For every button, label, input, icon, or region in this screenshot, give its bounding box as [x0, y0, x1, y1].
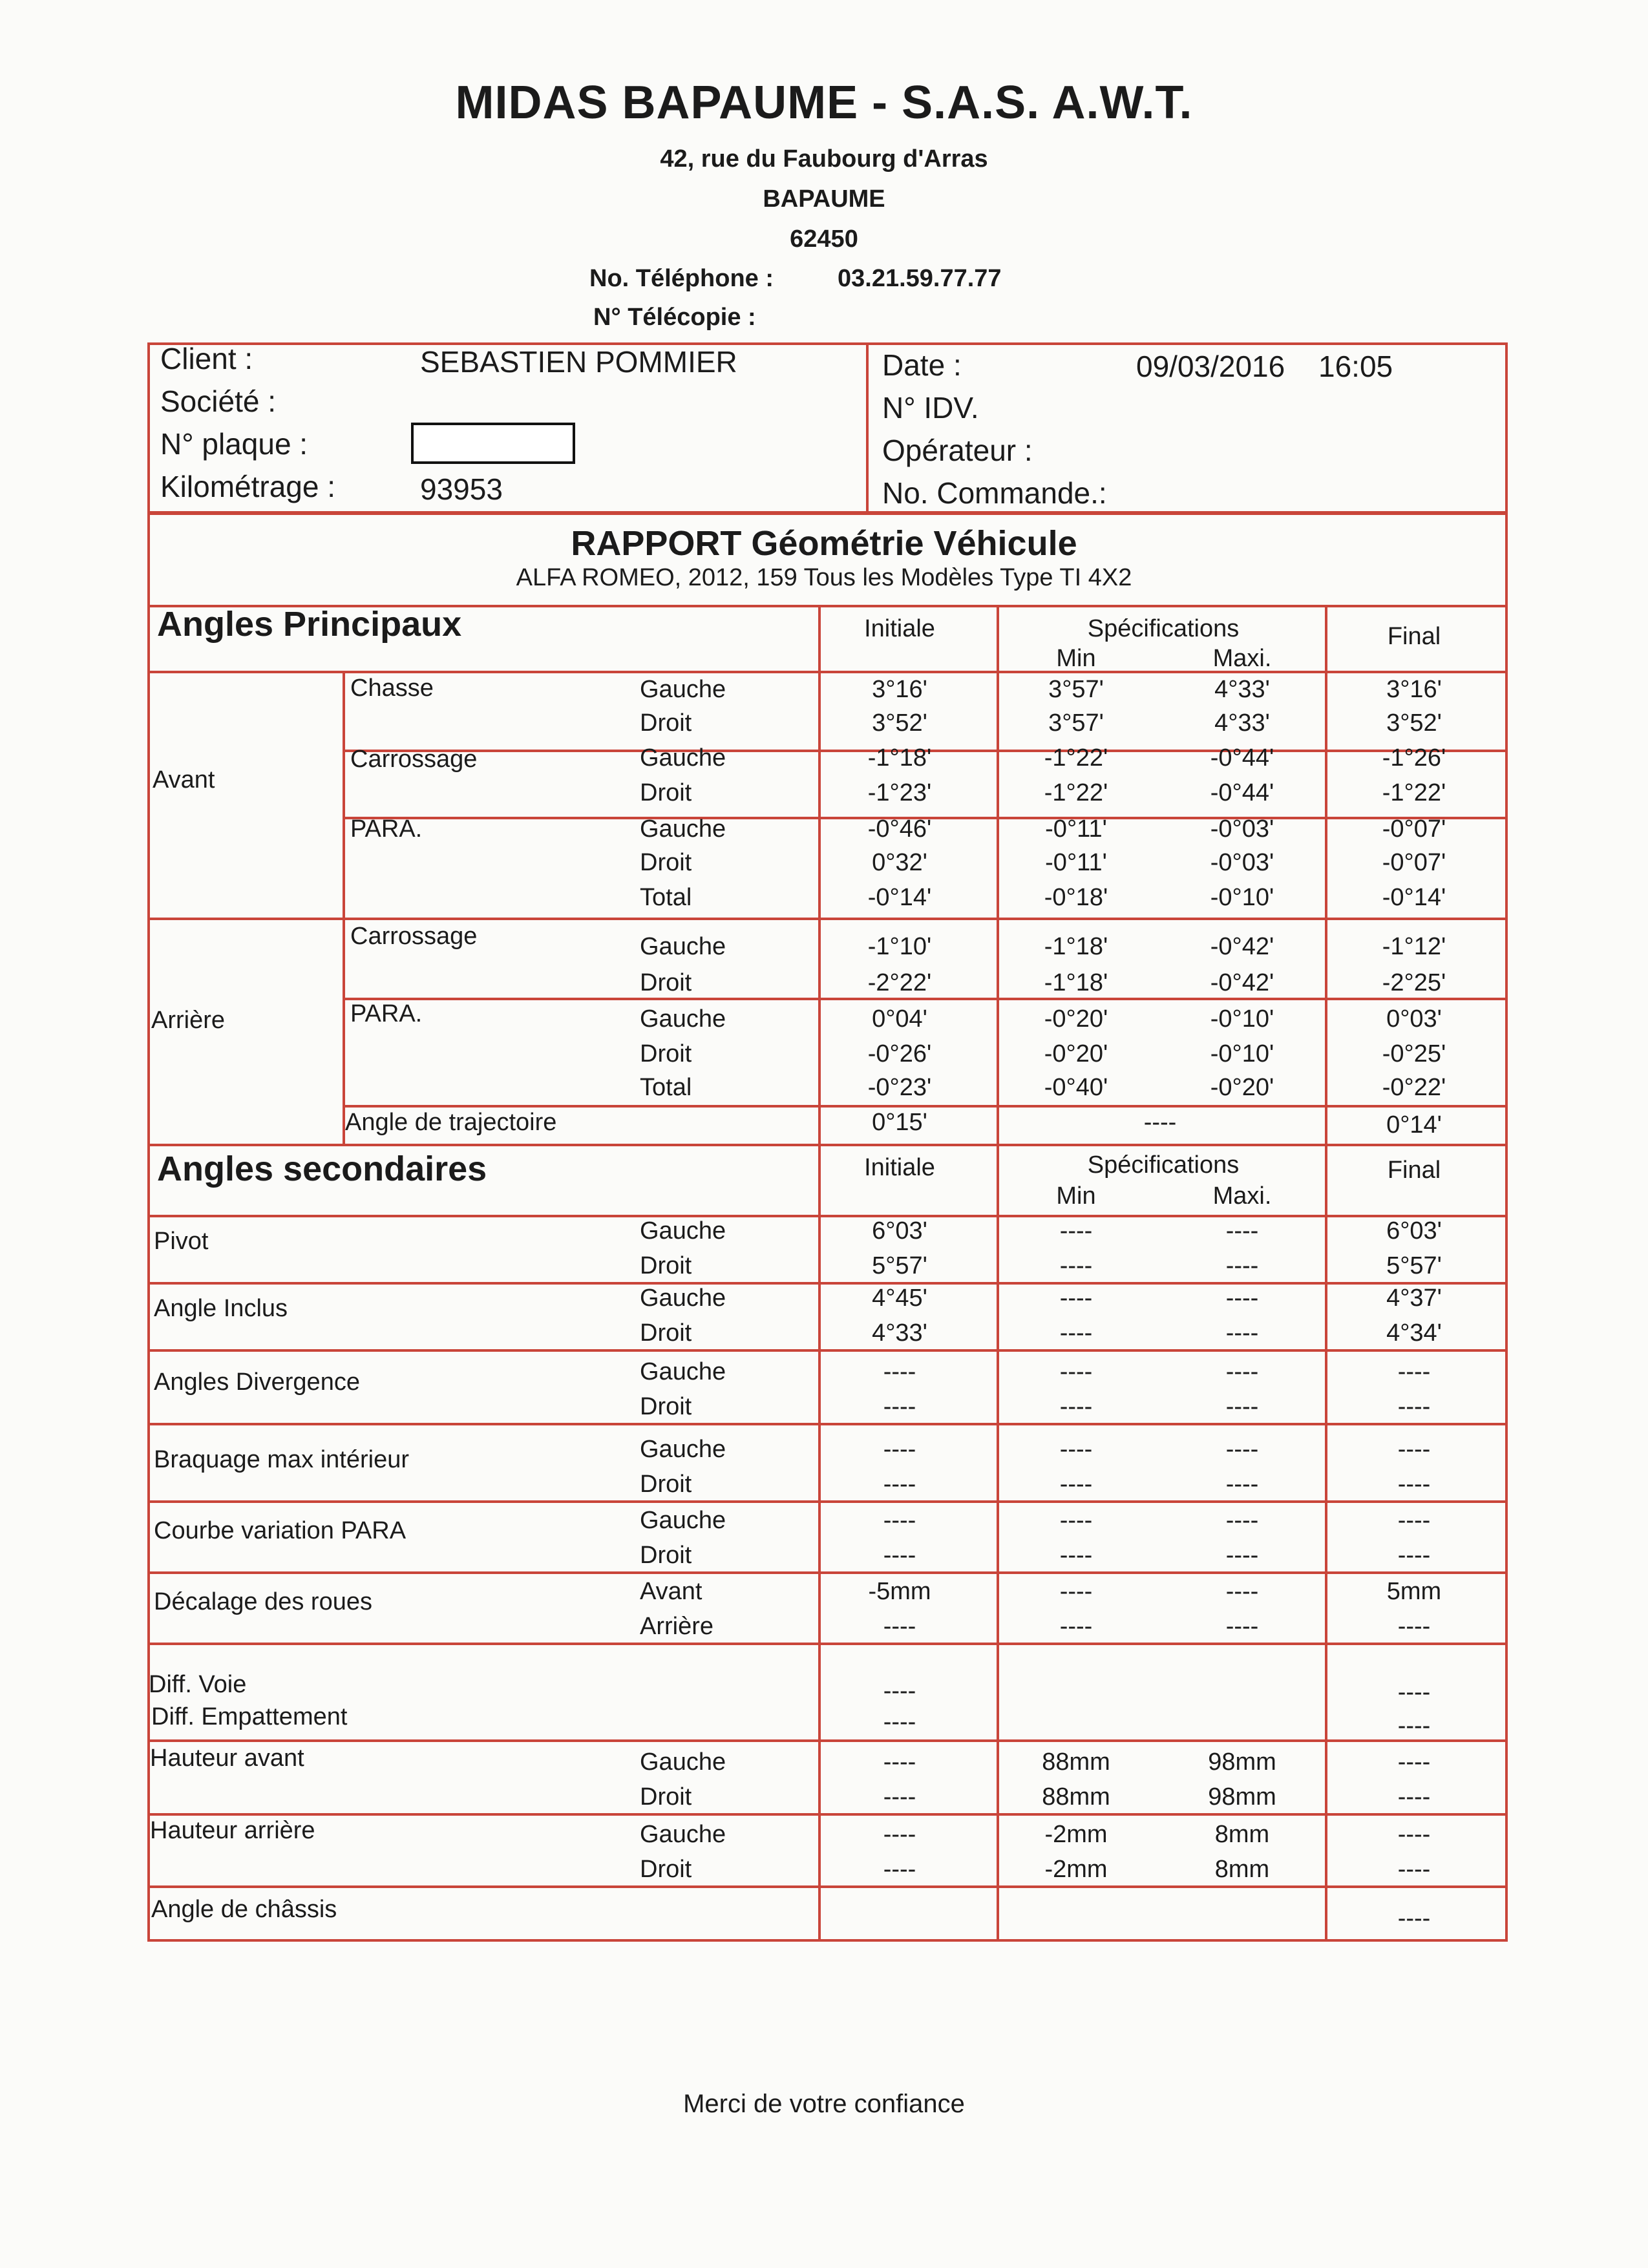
principal-row-5-initiale: 0°32' [872, 849, 927, 876]
secondary-group-divider [147, 1643, 1508, 1645]
col-final-header: Final [1387, 623, 1441, 650]
tel-value: 03.21.59.77.77 [838, 265, 1002, 292]
col-min-header: Min [1056, 645, 1096, 672]
secondary-group-1-row-0-final: 4°37' [1386, 1285, 1442, 1312]
trajectoire-final: 0°14' [1386, 1111, 1442, 1139]
secondary-group-3-row-1-min: ---- [1059, 1471, 1093, 1498]
principal-row-0-initiale: 3°16' [872, 676, 927, 703]
client-label: Client : [160, 342, 253, 375]
principal-row-8-min: -1°18' [1044, 969, 1108, 996]
secondary-group-divider [147, 1423, 1508, 1425]
principal-row-0-maxi: 4°33' [1214, 676, 1270, 703]
principal-row-11-final: -0°22' [1382, 1074, 1446, 1101]
principal-subgroup-1: Carrossage [350, 746, 478, 773]
height-group-0-row-1-maxi: 98mm [1208, 1783, 1276, 1811]
secondary-group-1-row-0-maxi: ---- [1225, 1285, 1259, 1312]
secondary-group-1-row-1-initiale: 4°33' [872, 1319, 927, 1347]
secondary-group-3-row-1-maxi: ---- [1225, 1471, 1259, 1498]
principal-row-9-maxi: -0°10' [1210, 1005, 1274, 1033]
operateur-label: Opérateur : [882, 434, 1033, 467]
principal-row-10-min: -0°20' [1044, 1040, 1108, 1067]
subgroup-divider [343, 918, 1508, 920]
principal-row-2-initiale: -1°18' [867, 744, 932, 772]
secondary-group-5-row-0-final: 5mm [1386, 1578, 1442, 1605]
col-maxi-header: Maxi. [1212, 645, 1272, 672]
secondary-group-divider [147, 1571, 1508, 1574]
height-group-divider [147, 1885, 1508, 1888]
secondary-group-1-row-0-initiale: 4°45' [872, 1285, 927, 1312]
company-street: 42, rue du Faubourg d'Arras [660, 145, 988, 173]
secondary-group-4-row-0-maxi: ---- [1225, 1507, 1259, 1534]
height-group-1-row-0-maxi: 8mm [1214, 1821, 1270, 1848]
principal-row-5-final: -0°07' [1382, 849, 1446, 876]
secondary-group-4-row-0-side: Gauche [640, 1507, 726, 1534]
height-group-0-row-1-min: 88mm [1042, 1783, 1110, 1811]
sec-col-maxi-header: Maxi. [1212, 1182, 1272, 1210]
principal-row-6-min: -0°18' [1044, 884, 1108, 911]
secondary-group-1-label: Angle Inclus [154, 1295, 288, 1322]
trajectoire-spec: ---- [1143, 1109, 1177, 1136]
principal-row-0-min: 3°57' [1048, 676, 1104, 703]
principal-row-2-side: Gauche [640, 744, 726, 772]
principal-row-10-initiale: -0°26' [867, 1040, 932, 1067]
height-group-1-row-1-maxi: 8mm [1214, 1856, 1270, 1883]
secondary-group-0-row-0-initiale: 6°03' [872, 1217, 927, 1244]
secondary-group-0-row-0-final: 6°03' [1386, 1217, 1442, 1244]
secondary-group-3-row-0-min: ---- [1059, 1436, 1093, 1463]
principal-row-1-initiale: 3°52' [872, 709, 927, 737]
secondary-group-5-row-0-maxi: ---- [1225, 1578, 1259, 1605]
principal-row-4-min: -0°11' [1045, 815, 1107, 843]
principal-row-8-initiale: -2°22' [867, 969, 932, 996]
principal-row-9-min: -0°20' [1044, 1005, 1108, 1033]
secondary-group-4-row-1-initiale: ---- [883, 1542, 916, 1569]
principal-row-2-maxi: -0°44' [1210, 744, 1274, 772]
principal-row-5-maxi: -0°03' [1210, 849, 1274, 876]
company-city: BAPAUME [763, 185, 885, 213]
principal-row-10-side: Droit [640, 1040, 692, 1067]
secondary-group-4-row-1-final: ---- [1397, 1542, 1431, 1569]
idv-label: N° IDV. [882, 391, 979, 425]
secondary-group-3-label: Braquage max intérieur [154, 1446, 409, 1473]
secondary-group-0-row-1-final: 5°57' [1386, 1252, 1442, 1279]
secondary-group-1-row-1-side: Droit [640, 1319, 692, 1347]
secondary-section-title: Angles secondaires [157, 1150, 487, 1188]
principal-row-2-min: -1°22' [1044, 744, 1108, 772]
km-value: 93953 [420, 472, 503, 506]
height-group-0-row-0-final: ---- [1397, 1748, 1431, 1776]
secondary-group-1-row-1-min: ---- [1059, 1319, 1093, 1347]
principal-end-divider [147, 1144, 1508, 1146]
height-group-1-row-1-final: ---- [1397, 1856, 1431, 1883]
secondary-group-2-row-0-side: Gauche [640, 1358, 726, 1385]
client-value: SEBASTIEN POMMIER [420, 345, 737, 379]
group-divider [147, 918, 343, 920]
secondary-group-5-row-0-min: ---- [1059, 1578, 1093, 1605]
secondary-group-0-row-1-min: ---- [1059, 1252, 1093, 1279]
height-group-0-row-1-final: ---- [1397, 1783, 1431, 1811]
secondary-group-2-row-0-final: ---- [1397, 1358, 1431, 1385]
secondary-group-0-row-1-maxi: ---- [1225, 1252, 1259, 1279]
principal-row-3-initiale: -1°23' [867, 779, 932, 806]
sec-col-initiale-header: Initiale [864, 1154, 935, 1181]
principal-subgroup-2: PARA. [350, 815, 423, 843]
height-group-0-row-0-initiale: ---- [883, 1748, 916, 1776]
height-group-0-label: Hauteur avant [150, 1745, 304, 1772]
principal-row-3-min: -1°22' [1044, 779, 1108, 806]
principal-row-6-initiale: -0°14' [867, 884, 932, 911]
trajectoire-label: Angle de trajectoire [345, 1109, 557, 1136]
sec-col-spec-header: Spécifications [1087, 1151, 1240, 1179]
secondary-group-0-row-1-side: Droit [640, 1252, 692, 1279]
secondary-group-4-row-1-side: Droit [640, 1542, 692, 1569]
secondary-group-4-row-0-final: ---- [1397, 1507, 1431, 1534]
principal-row-7-final: -1°12' [1382, 933, 1446, 960]
secondary-group-3-row-0-initiale: ---- [883, 1436, 916, 1463]
principal-row-1-min: 3°57' [1048, 709, 1104, 737]
diff-emp-initiale: ---- [883, 1708, 916, 1736]
principal-row-4-maxi: -0°03' [1210, 815, 1274, 843]
secondary-group-divider [147, 1500, 1508, 1503]
sec-col-final-header: Final [1387, 1157, 1441, 1184]
date-value: 09/03/2016 [1136, 350, 1285, 383]
secondary-group-2-row-1-maxi: ---- [1225, 1393, 1259, 1420]
secondary-group-5-row-1-side: Arrière [640, 1613, 714, 1640]
principal-subgroup-0: Chasse [350, 675, 434, 702]
secondary-group-5-row-1-maxi: ---- [1225, 1613, 1259, 1640]
client-info-box [147, 342, 1508, 514]
principal-row-5-min: -0°11' [1045, 849, 1107, 876]
plaque-redacted-box [411, 423, 575, 464]
secondary-group-3-row-0-maxi: ---- [1225, 1436, 1259, 1463]
principal-row-8-side: Droit [640, 969, 692, 996]
height-group-1-row-0-initiale: ---- [883, 1821, 916, 1848]
principal-row-4-side: Gauche [640, 815, 726, 843]
diff-voie-final: ---- [1397, 1679, 1431, 1706]
principal-row-7-side: Gauche [640, 933, 726, 960]
principal-row-5-side: Droit [640, 849, 692, 876]
height-group-0-row-1-initiale: ---- [883, 1783, 916, 1811]
principal-row-8-final: -2°25' [1382, 969, 1446, 996]
subgroup-divider [343, 998, 1508, 1000]
diff-emp-final: ---- [1397, 1712, 1431, 1739]
secondary-group-1-row-1-maxi: ---- [1225, 1319, 1259, 1347]
principal-row-1-final: 3°52' [1386, 709, 1442, 737]
principal-row-11-min: -0°40' [1044, 1074, 1108, 1101]
company-name: MIDAS BAPAUME - S.A.S. A.W.T. [455, 77, 1193, 129]
secondary-group-2-row-0-initiale: ---- [883, 1358, 916, 1385]
principal-row-6-final: -0°14' [1382, 884, 1446, 911]
secondary-group-2-row-0-min: ---- [1059, 1358, 1093, 1385]
height-group-0-row-0-maxi: 98mm [1208, 1748, 1276, 1776]
principal-row-6-maxi: -0°10' [1210, 884, 1274, 911]
secondary-group-0-row-0-min: ---- [1059, 1217, 1093, 1244]
principal-row-2-final: -1°26' [1382, 744, 1446, 772]
principal-row-8-maxi: -0°42' [1210, 969, 1274, 996]
secondary-group-1-row-1-final: 4°34' [1386, 1319, 1442, 1347]
secondary-group-2-row-1-final: ---- [1397, 1393, 1431, 1420]
secondary-group-5-row-1-min: ---- [1059, 1613, 1093, 1640]
secondary-group-4-row-0-initiale: ---- [883, 1507, 916, 1534]
height-group-0-row-0-side: Gauche [640, 1748, 726, 1776]
principal-row-3-final: -1°22' [1382, 779, 1446, 806]
secondary-group-2-row-1-initiale: ---- [883, 1393, 916, 1420]
secondary-group-3-row-1-side: Droit [640, 1471, 692, 1498]
company-postcode: 62450 [790, 226, 858, 253]
secondary-group-0-row-0-side: Gauche [640, 1217, 726, 1244]
principal-row-10-final: -0°25' [1382, 1040, 1446, 1067]
commande-label: No. Commande.: [882, 476, 1107, 510]
vehicle-description: ALFA ROMEO, 2012, 159 Tous les Modèles Type TI 4X2 [516, 564, 1132, 591]
principal-row-4-initiale: -0°46' [867, 815, 932, 843]
secondary-group-0-row-1-initiale: 5°57' [872, 1252, 927, 1279]
societe-label: Société : [160, 384, 276, 418]
secondary-group-5-label: Décalage des roues [154, 1588, 372, 1615]
principal-row-0-side: Gauche [640, 676, 726, 703]
principal-row-3-maxi: -0°44' [1210, 779, 1274, 806]
principal-row-0-final: 3°16' [1386, 676, 1442, 703]
subgroup-divider [343, 1105, 1508, 1108]
secondary-group-2-label: Angles Divergence [154, 1369, 360, 1396]
principal-subgroup-3: Carrossage [350, 923, 478, 950]
secondary-group-2-row-0-maxi: ---- [1225, 1358, 1259, 1385]
height-group-0-row-0-min: 88mm [1042, 1748, 1110, 1776]
principal-row-7-min: -1°18' [1044, 933, 1108, 960]
principal-row-1-side: Droit [640, 709, 692, 737]
chassis-final: ---- [1397, 1905, 1431, 1932]
secondary-group-5-row-1-final: ---- [1397, 1613, 1431, 1640]
secondary-group-1-row-0-side: Gauche [640, 1285, 726, 1312]
principal-row-6-side: Total [640, 884, 692, 911]
principal-row-11-side: Total [640, 1074, 692, 1101]
date-label: Date : [882, 348, 962, 382]
diff-voie-label: Diff. Voie [149, 1671, 247, 1698]
height-group-1-row-0-side: Gauche [640, 1821, 726, 1848]
secondary-group-0-row-0-maxi: ---- [1225, 1217, 1259, 1244]
principal-row-3-side: Droit [640, 779, 692, 806]
chassis-label: Angle de châssis [151, 1896, 337, 1923]
principal-row-9-final: 0°03' [1386, 1005, 1442, 1033]
secondary-group-4-label: Courbe variation PARA [154, 1517, 407, 1544]
diff-empattement-label: Diff. Empattement [151, 1703, 348, 1730]
secondary-group-4-row-0-min: ---- [1059, 1507, 1093, 1534]
height-group-1-row-1-initiale: ---- [883, 1856, 916, 1883]
group-avant: Avant [153, 766, 215, 793]
fax-label: N° Télécopie : [593, 304, 756, 331]
group-arriere: Arrière [151, 1007, 226, 1034]
diff-voie-initiale: ---- [883, 1677, 916, 1705]
principal-row-11-maxi: -0°20' [1210, 1074, 1274, 1101]
principal-row-7-maxi: -0°42' [1210, 933, 1274, 960]
height-group-1-row-1-min: -2mm [1044, 1856, 1108, 1883]
secondary-group-3-row-0-side: Gauche [640, 1436, 726, 1463]
diff-divider [147, 1739, 1508, 1742]
principal-subgroup-4: PARA. [350, 1000, 423, 1027]
secondary-group-5-row-1-initiale: ---- [883, 1613, 916, 1640]
secondary-group-1-row-0-min: ---- [1059, 1285, 1093, 1312]
secondary-group-2-row-1-side: Droit [640, 1393, 692, 1420]
col-initiale-header: Initiale [864, 615, 935, 642]
principal-row-11-initiale: -0°23' [867, 1074, 932, 1101]
secondary-group-3-row-0-final: ---- [1397, 1436, 1431, 1463]
principal-row-9-side: Gauche [640, 1005, 726, 1033]
secondary-group-5-row-0-initiale: -5mm [868, 1578, 931, 1605]
plaque-label: N° plaque : [160, 427, 308, 461]
principal-row-7-initiale: -1°10' [867, 933, 932, 960]
tel-label: No. Téléphone : [589, 265, 774, 292]
height-group-1-label: Hauteur arrière [150, 1817, 315, 1844]
principal-row-1-maxi: 4°33' [1214, 709, 1270, 737]
sec-col-min-header: Min [1056, 1182, 1096, 1210]
height-group-1-row-1-side: Droit [640, 1856, 692, 1883]
time-value: 16:05 [1318, 350, 1393, 383]
principal-row-4-final: -0°07' [1382, 815, 1446, 843]
principal-row-9-initiale: 0°04' [872, 1005, 927, 1033]
secondary-group-2-row-1-min: ---- [1059, 1393, 1093, 1420]
height-group-1-row-0-final: ---- [1397, 1821, 1431, 1848]
height-group-1-row-0-min: -2mm [1044, 1821, 1108, 1848]
secondary-group-4-row-1-maxi: ---- [1225, 1542, 1259, 1569]
secondary-group-4-row-1-min: ---- [1059, 1542, 1093, 1569]
trajectoire-initiale: 0°15' [872, 1109, 927, 1136]
principal-section-title: Angles Principaux [157, 605, 462, 644]
km-label: Kilométrage : [160, 470, 336, 503]
col-spec-header: Spécifications [1087, 615, 1240, 642]
report-title: RAPPORT Géométrie Véhicule [571, 524, 1077, 563]
secondary-group-3-row-1-final: ---- [1397, 1471, 1431, 1498]
client-info-divider [866, 342, 869, 514]
secondary-group-0-label: Pivot [154, 1228, 209, 1255]
principal-row-10-maxi: -0°10' [1210, 1040, 1274, 1067]
secondary-group-divider [147, 1349, 1508, 1352]
height-group-0-row-1-side: Droit [640, 1783, 692, 1811]
height-group-divider [147, 1813, 1508, 1816]
footer-thanks: Merci de votre confiance [683, 2090, 965, 2118]
secondary-group-3-row-1-initiale: ---- [883, 1471, 916, 1498]
group-column-divider [343, 671, 345, 1144]
secondary-group-5-row-0-side: Avant [640, 1578, 703, 1605]
